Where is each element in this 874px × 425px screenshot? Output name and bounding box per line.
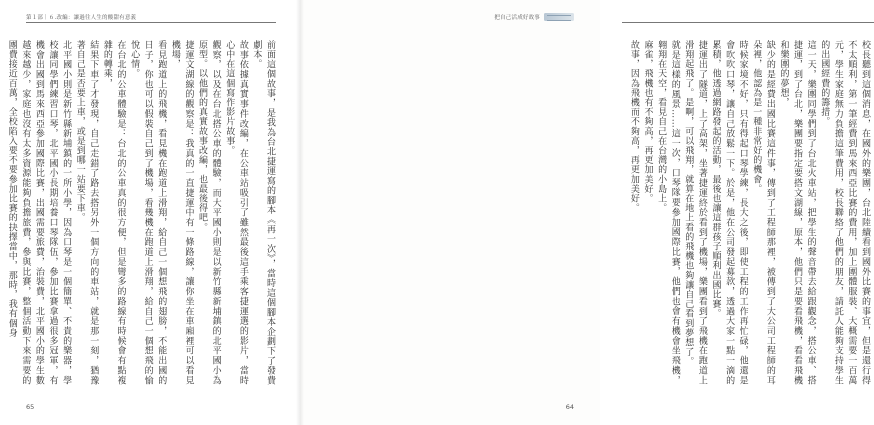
left-page-body bbox=[6, 40, 276, 385]
right-page-body bbox=[626, 40, 871, 385]
right-paragraph-2: 這一天，樂團同學們到了台北火車站，把學生的聲音帶去給跟觀念，搭公車、搭捷運，到了台北，樂團要指定要搭文湖線，原本，他們只是要看飛機，看看飛機和樂團的夢想， bbox=[778, 40, 816, 385]
right-paragraph-4: 時候家境不好，只有得起口琴學練，長大之後，即使工程的工作再忙碌，他還是會吹吹口琴，讓自己放鬆一下。於是，他在公司發起募款，透過大家一點一滴的累積，他透過網路發起的活動，最後也讓這群孩子順利出國比賽。 bbox=[710, 40, 748, 385]
left-paragraph-4: 捷運文湖線的觀察是：我真的一直捷運中有一條路線，讓你坐在車廂裡可以看見機場， bbox=[169, 40, 194, 385]
right-header-rule bbox=[622, 22, 874, 23]
right-page-number: 64 bbox=[565, 403, 574, 411]
left-page bbox=[0, 0, 300, 425]
publisher-logo-icon bbox=[544, 13, 574, 21]
left-paragraph-8: 北平國小則是新竹縣新埔鎮的一所小學，因為口琴是一個簡單、不貴的樂器，學校讓同學們練習口琴，北平國小長期培養口琴隊伍，參加比賽拿過很多冠軍，有機會出國到馬來西亞參加國際比賽，出國需要旅費，治裝費，北平國小的學生數越來越少，家庭也沒有太多資源能夠負擔旅費，參與比賽，整個活動下來需要的團費接近百萬，全校陷入要不要參加比賽的抉擇當中，那時，我有個身 bbox=[6, 40, 72, 385]
left-paragraph-3: 觀察，以及在台北搭公車的體驗，而大平國小則是以新竹縣新埔鎮的北平國小為原型。以他們的真實故事改編，也最後得吧。 bbox=[197, 40, 221, 385]
right-paragraph-6: 就是這樣的風景……這一次，口琴隊要參加國際比賽，他們也會有機會坐飛機，翱翔在天空，看見自己在台灣的小島上。 bbox=[656, 40, 680, 385]
book-gutter bbox=[296, 0, 304, 425]
right-paragraph-7: 麻雀，飛機也有不夠高，再更加美好。 bbox=[642, 40, 653, 204]
right-running-header: 把自己活成好故事 bbox=[494, 15, 540, 21]
right-paragraph-5: 捷運出了隧道，上了高架，坐著捷運終於看到了機場，樂團看到了飛機在跑道上滑翔起飛了。是啊，可以飛翔，就算在地上看的飛機也夠讓自己看到夢想了。 bbox=[683, 40, 707, 385]
left-paragraph-1: 前面這個故事，是我為台北捷運寫的腳本《再一次》，當時這個腳本企劃下了發費劇本。 bbox=[251, 40, 275, 385]
right-paragraph-8: 故事，因為飛機而不夠高，再更加美好。 bbox=[628, 40, 639, 213]
left-paragraph-5: 看見跑道上的飛機，看見機在跑道上滑翔，給自己一個想飛的翅膀，不能出國的日子，你也可以假裝自己到了機場，看幾機在跑道上滑翔，給自己一個想飛的愉悅心情。 bbox=[129, 40, 167, 385]
left-paragraph-6: 在台北的公車體驗是：台北的公車真的很方便，但是彎多的路線有時候會有點複雜的轉乘， bbox=[101, 40, 126, 385]
left-paragraph-2: 故事依據真實事件改編，在公車站吸引了雖然最後這手乘客捷運選的影片，當時心中在這個寫作影片故事。 bbox=[224, 40, 248, 385]
right-running-header-group bbox=[494, 13, 574, 21]
right-page bbox=[300, 0, 870, 425]
left-header-rule bbox=[26, 22, 276, 23]
right-paragraph-1: 校長聽到這個消息，在國外的樂團，台北陸續看到國外比賽的事宜，但是還行得不太順利，第一筆經費到馬來西亞比賽的費用，加上團體服裝、大概需要一百萬元，學生家庭無力負擔這筆費用，校長聯絡了他們的朋友，請託人能夠支持學生的出國經費的籌措。 bbox=[819, 40, 870, 385]
left-running-header: 第１部｜６.改編：讓過往人生的酸甜有意義 bbox=[26, 15, 137, 21]
left-paragraph-7: 結果下車了才發現，自己走錯了路去搭另外一個方向的車站，就是那一刻，猶豫著自己是否要上車，或是到哪一站要下車。 bbox=[74, 40, 99, 385]
left-page-number: 65 bbox=[26, 403, 35, 411]
right-paragraph-3: 缺少的是經費出國比賽這件事，傳到了工程師那裡，被傳到了大公司工程師的耳朵裡，他認為是一種非常好的機會。 bbox=[751, 40, 775, 385]
